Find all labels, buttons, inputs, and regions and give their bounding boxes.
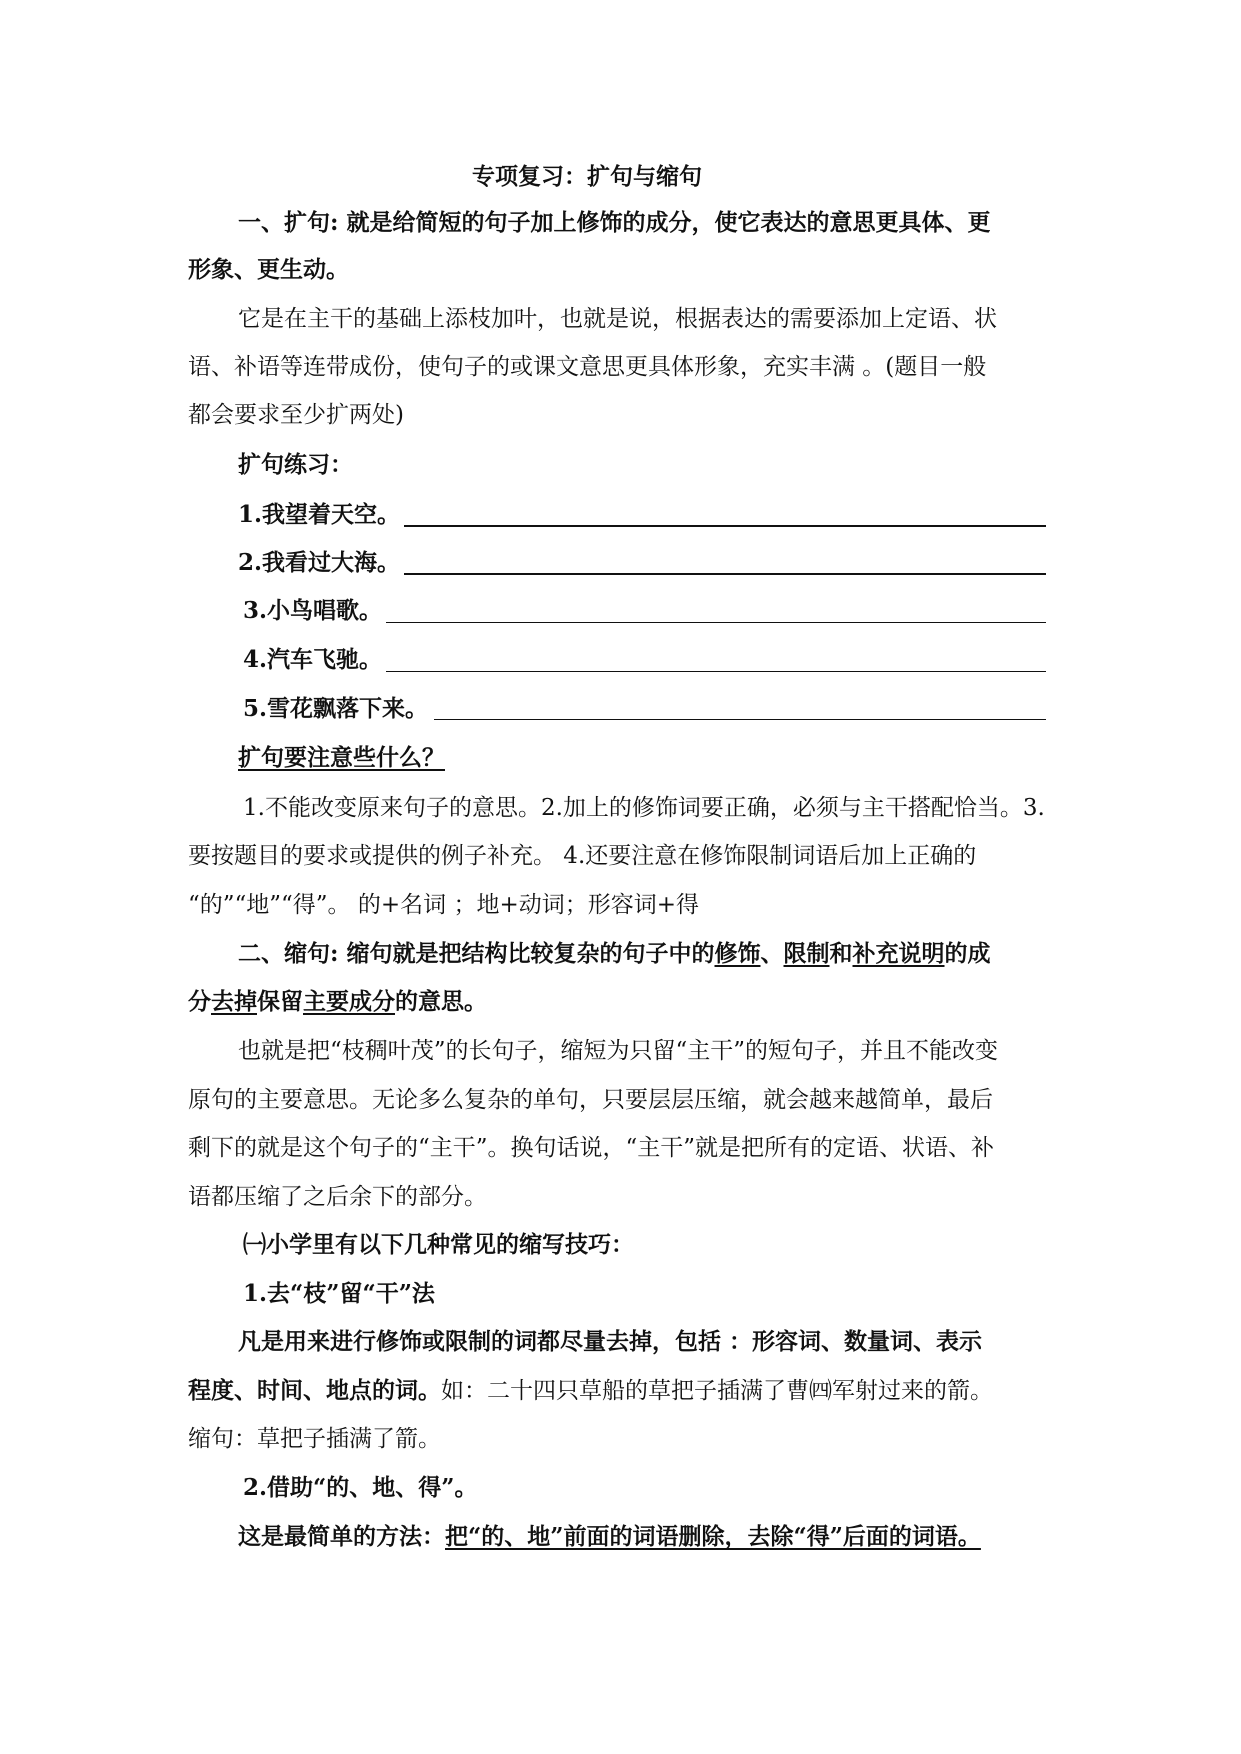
technique-1-text-cont bbox=[188, 1374, 993, 1408]
section-1-definition: : 就是给简短的句子加上修饰的成分，使它表达的意思更具体、更 bbox=[330, 209, 991, 236]
keyword-limit: 限制 bbox=[783, 940, 830, 967]
technique-2-text bbox=[238, 1520, 981, 1554]
practice-item: 3.小鸟唱歌。 bbox=[243, 597, 383, 624]
answer-blank[interactable] bbox=[404, 573, 1046, 575]
section-2-para-line: 语都压缩了之后余下的部分。 bbox=[188, 1184, 487, 1210]
practice-item: 4.汽车飞驰。 bbox=[243, 646, 383, 673]
section-1-label: 一、扩句 bbox=[238, 209, 330, 236]
answer-blank[interactable] bbox=[386, 671, 1046, 672]
technique-1-text: 凡是用来进行修饰或限制的词都尽量去掉，包括 ：形容词、数量词、表示 bbox=[238, 1328, 983, 1355]
practice-item: 1.我望着天空。 bbox=[238, 501, 401, 528]
keyword-main-part: 主要成分 bbox=[303, 988, 395, 1015]
answer-blank[interactable] bbox=[386, 622, 1046, 623]
practice-item: 5.雪花飘落下来。 bbox=[243, 695, 429, 722]
technique-1-title: 1.去“枝”留“干”法 bbox=[243, 1280, 435, 1307]
section-2-definition: : 缩句就是把结构比较复杂的句子中的 bbox=[330, 940, 715, 967]
notes-title: 扩句要注意些什么？ bbox=[238, 744, 445, 771]
technique-2-lead: 这是最简单的方法： bbox=[238, 1523, 445, 1550]
heading-text: 的成 bbox=[944, 940, 991, 967]
keyword-remove: 去掉 bbox=[211, 988, 257, 1015]
page-title: 专项复习：扩句与缩句 bbox=[472, 163, 702, 190]
technique-2-method: 把“的、地”前面的词语删除，去除“得”后面的词语。 bbox=[445, 1523, 981, 1550]
answer-blank[interactable] bbox=[434, 719, 1046, 720]
separator: 、 bbox=[760, 940, 784, 967]
technique-1-example: 如：二十四只草船的草把子插满了曹㈣军射过来的箭。 bbox=[441, 1378, 993, 1404]
section-2-label: 二、缩句 bbox=[238, 940, 330, 967]
section-2-para-line: 剩下的就是这个句子的“主干”。换句话说，“主干”就是把所有的定语、状语、补 bbox=[188, 1135, 995, 1161]
keyword-modify: 修饰 bbox=[714, 940, 761, 967]
section-1-heading bbox=[238, 206, 991, 240]
practice-title: 扩句练习： bbox=[238, 451, 353, 478]
section-1-para-line: 它是在主干的基础上添枝加叶，也就是说，根据表达的需要添加上定语、状 bbox=[238, 306, 997, 332]
technique-1-answer: 缩句：草把子插满了箭。 bbox=[188, 1426, 441, 1452]
heading-text: 的意思。 bbox=[395, 988, 487, 1015]
section-1-heading-cont: 形象、更生动。 bbox=[188, 256, 349, 283]
technique-1-bold: 程度、时间、地点的词。 bbox=[188, 1377, 441, 1404]
section-2-heading-cont bbox=[188, 985, 487, 1019]
section-2-heading bbox=[238, 937, 991, 971]
keyword-supplement: 补充说明 bbox=[852, 940, 945, 967]
techniques-subheading: ㈠小学里有以下几种常见的缩写技巧： bbox=[243, 1231, 634, 1258]
section-1-para-line: 都会要求至少扩两处) bbox=[188, 402, 404, 428]
heading-text: 分 bbox=[188, 988, 211, 1015]
section-2-para-line: 原句的主要意思。无论多么复杂的单句，只要层层压缩，就会越来越简单，最后 bbox=[188, 1087, 993, 1113]
technique-2-title: 2.借助“的、地、得”。 bbox=[243, 1474, 478, 1501]
heading-text: 保留 bbox=[257, 988, 303, 1015]
section-1-para-line: 语、补语等连带成份，使句子的或课文意思更具体形象，充实丰满 。(题目一般 bbox=[188, 354, 987, 380]
notes-line: 1.不能改变原来句子的意思。2.加上的修饰词要正确，必须与主干搭配恰当。3. bbox=[243, 795, 1045, 821]
answer-blank[interactable] bbox=[404, 525, 1046, 527]
practice-item: 2.我看过大海。 bbox=[238, 549, 401, 576]
separator: 和 bbox=[829, 940, 853, 967]
notes-line: “的”“地”“得”。 的+名词 ；地+动词；形容词+得 bbox=[188, 892, 699, 918]
section-2-para-line: 也就是把“枝稠叶茂”的长句子，缩短为只留“主干”的短句子，并且不能改变 bbox=[238, 1038, 999, 1064]
notes-line: 要按题目的要求或提供的例子补充。 4.还要注意在修饰限制词语后加上正确的 bbox=[188, 843, 977, 869]
